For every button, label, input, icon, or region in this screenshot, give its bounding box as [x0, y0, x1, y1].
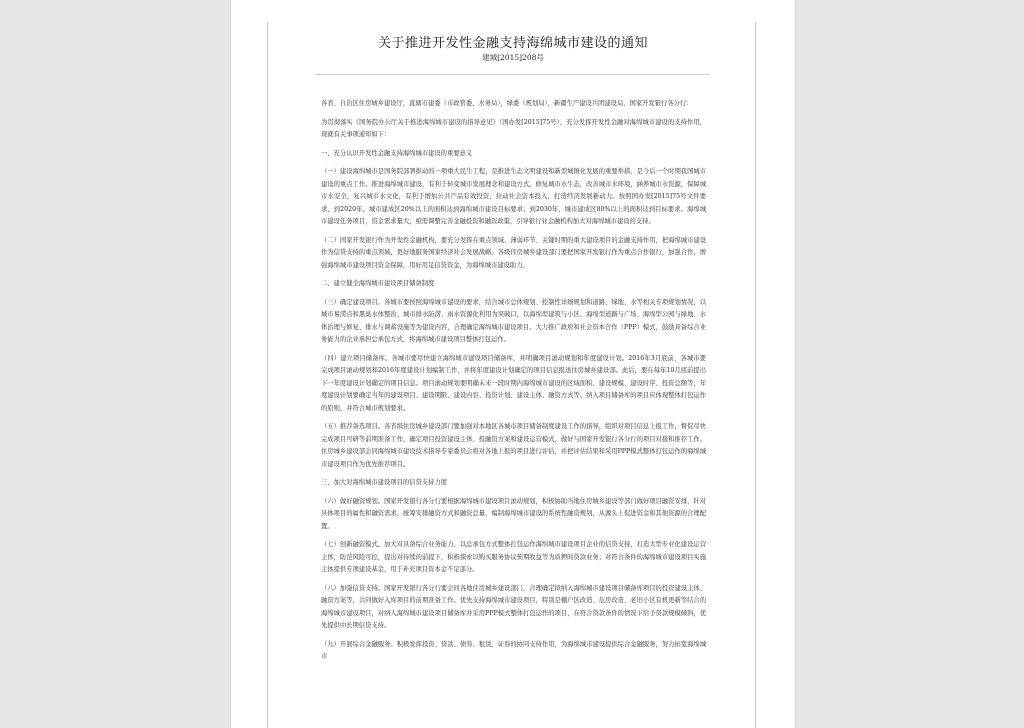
addressee-paragraph: 各省、自治区住房城乡建设厅，直辖市建委（市政管委、水务局），绿委（规划局），新疆生产建设兵团建设局，国家开发银行各分行：	[321, 100, 693, 107]
document-title: 关于推进开发性金融支持海绵城市建设的通知	[377, 36, 648, 51]
paragraph-1: （一）建设海绵城市是国务院部署推动的一项重大民生工程，是推进生态文明建设和新型城镇化发展的重要举措，是今后一个时期我国城市建设的重点工作。推进海绵城市建设，有利于转变城市发展理念和建设方式，修复城市水生态，改善城市水环境，涵养城市水资源，保障城市水安全，复兴城市水文化，有利于增加公共产品有效投资，拉动社会资本投入，打造经济发展新动力。按照国办发[2015]75号文件要求，到2020年，城市建成区20%以上的面积达到海绵城市建设目标要求；到2030年，城市建成区80%以上的面积达到目标要求。海绵城市建设任务项目，资金需求量大，亟需调整完善金融投资和融资政策，引导银行业金融机构加大对海绵城市建设的支持。	[321, 168, 706, 225]
paragraph-7: （七）创新融资模式。加大对具备综合业务能力、以总承包方式整体打包运作海绵城市建设项目企业的信贷支持，打造大型专业化建设运营主体，防范风险可控，提出对待续的前提下，积极探索以购买服务协议预期收益等为质押的贷款业务；对符合条件的海绵城市建设项目实施主体提供专项建设基金，用于补充项目资本金不足部分。	[321, 541, 706, 573]
paragraph-2: （二）国家开发银行作为开发性金融机构，要充分发挥在重点领域、薄弱环节、关键时期的重大建设项目的金融支持作用，把海绵城市建设作为信贷支持的重点领域，更好地服务国家经济社会发展战略。各级住房城乡建设部门要把国家开发银行作为重点合作银行，加强合作，增强海绵城市建设项目资金保障，用好用足信贷资金，为海绵城市建设助力。	[321, 236, 706, 269]
intro-paragraph: 为贯彻落实《国务院办公厅关于推进海绵城市建设的指导意见》（国办发[2015]75号），充分发挥开发性金融对海绵城市建设的支持作用，现就有关事项通知如下：	[321, 118, 706, 138]
title-divider	[315, 74, 710, 75]
paragraph-5: （五）推荐备选项目。各省级住房城乡建设部门要加强对本地区各城市项目储备制度建设工作的指导，组织对项目信息上报工作，督促尽快完成项目可研等前期准备工作，确定项目投资建设主体、投融资方案和建设运营模式，做好与国家开发银行各分行的项目对接和推荐工作。住房城乡建设部会同海绵城市建设技术指导专家委员会将对各地上报的项目进行评估，并把评估结果和采用PPP模式整体打包运作的海绵城市建设项目作为优先推荐项目。	[321, 423, 706, 468]
paragraph-9: （九）开展综合金融服务。积极发挥投资、贷款、债券、租赁、证券的协同支持作用，为海绵城市建设提供综合金融服务，努力拓宽海绵城市	[321, 640, 706, 660]
paragraph-6: （六）做好融资规划。国家开发银行各分行要根据海绵城市建设项目滚动规划，积极协助当地住房城乡建设等部门做好项目融资安排，针对具体项目的属性和融资需求，统筹安排融资方式和融资总量，编制海绵城市建设的系统性融资规划，从源头上促进资金和其他资源的合理配置。	[321, 497, 706, 530]
paragraph-8: （八）加强信贷支持。国家开发银行各分行要会同各地住房城乡建设部门，合理确定拟纳入海绵城市建设项目储备库项目的投资建设主体、融资方案等，共同做好入库项目的前期准备工作。优先支持海绵城市建设项目，特别是棚户区改造、危房改造、老旧小区有机更新等结合的海绵城市建设项目，对纳入海绵城市建设项目储备库并采用PPP模式整体打包运作的项目，在符合贷款条件的情况下给予贷款规模倾斜，优先提供中长期信贷支持。	[321, 584, 706, 629]
paragraph-4: （四）建立项目储备库。各城市要尽快建立海绵城市建设项目储备库，并明确项目滚动规划和年度建设计划。2016年3月底前，各城市要完成项目滚动规划和2016年度建设计划编制工作，并将年度建设计划确定的项目信息报送住房城乡建设部。此后，要在每年10月底前提出下一年度建设计划确定的项目信息。项目滚动规划要明确未来一段时期内海绵城市建设的区域面积、建设规模、建设时序、投资总额等，年度建设计划要确定当年的建设项目、建设期限、建设内容、投资计划、建设主体、融资方式等。纳入项目储备库的项目应体现整体打包运作的原则，并符合城市规划要求。	[321, 354, 706, 412]
document-body	[321, 98, 706, 670]
document-number: 建城[2015]208号	[482, 53, 544, 62]
section-heading-2: 二、建立健全海绵城市建设项目储备制度	[321, 280, 435, 287]
section-heading-3: 三、加大对海绵城市建设项目的信贷支持力度	[321, 479, 447, 486]
paragraph-3: （三）确定建设项目。各城市要按照海绵城市建设的要求，结合城市总体规划、控制性详细规划和道路、绿地、水等相关专项规划情况，以城市易涝点和黑臭水体整治、城市排水防涝、雨水资源化利用为突破口，以海绵型建筑与小区、海绵型道路与广场、海绵型公园与绿地、水体治理与修复、排水与调蓄设施等为建设内容，合理确定海绵城市建设项目。大力推广政府和社会资本合作（PPP）模式，鼓励具备综合业务能力的企业承担总承包方式，将海绵城市建设项目整体打包运作。	[321, 298, 706, 343]
page-right-border	[755, 22, 756, 728]
section-heading-1: 一、充分认识开发性金融支持海绵城市建设的重要意义	[321, 149, 473, 157]
page-left-border	[267, 22, 268, 728]
document-page	[231, 0, 795, 728]
